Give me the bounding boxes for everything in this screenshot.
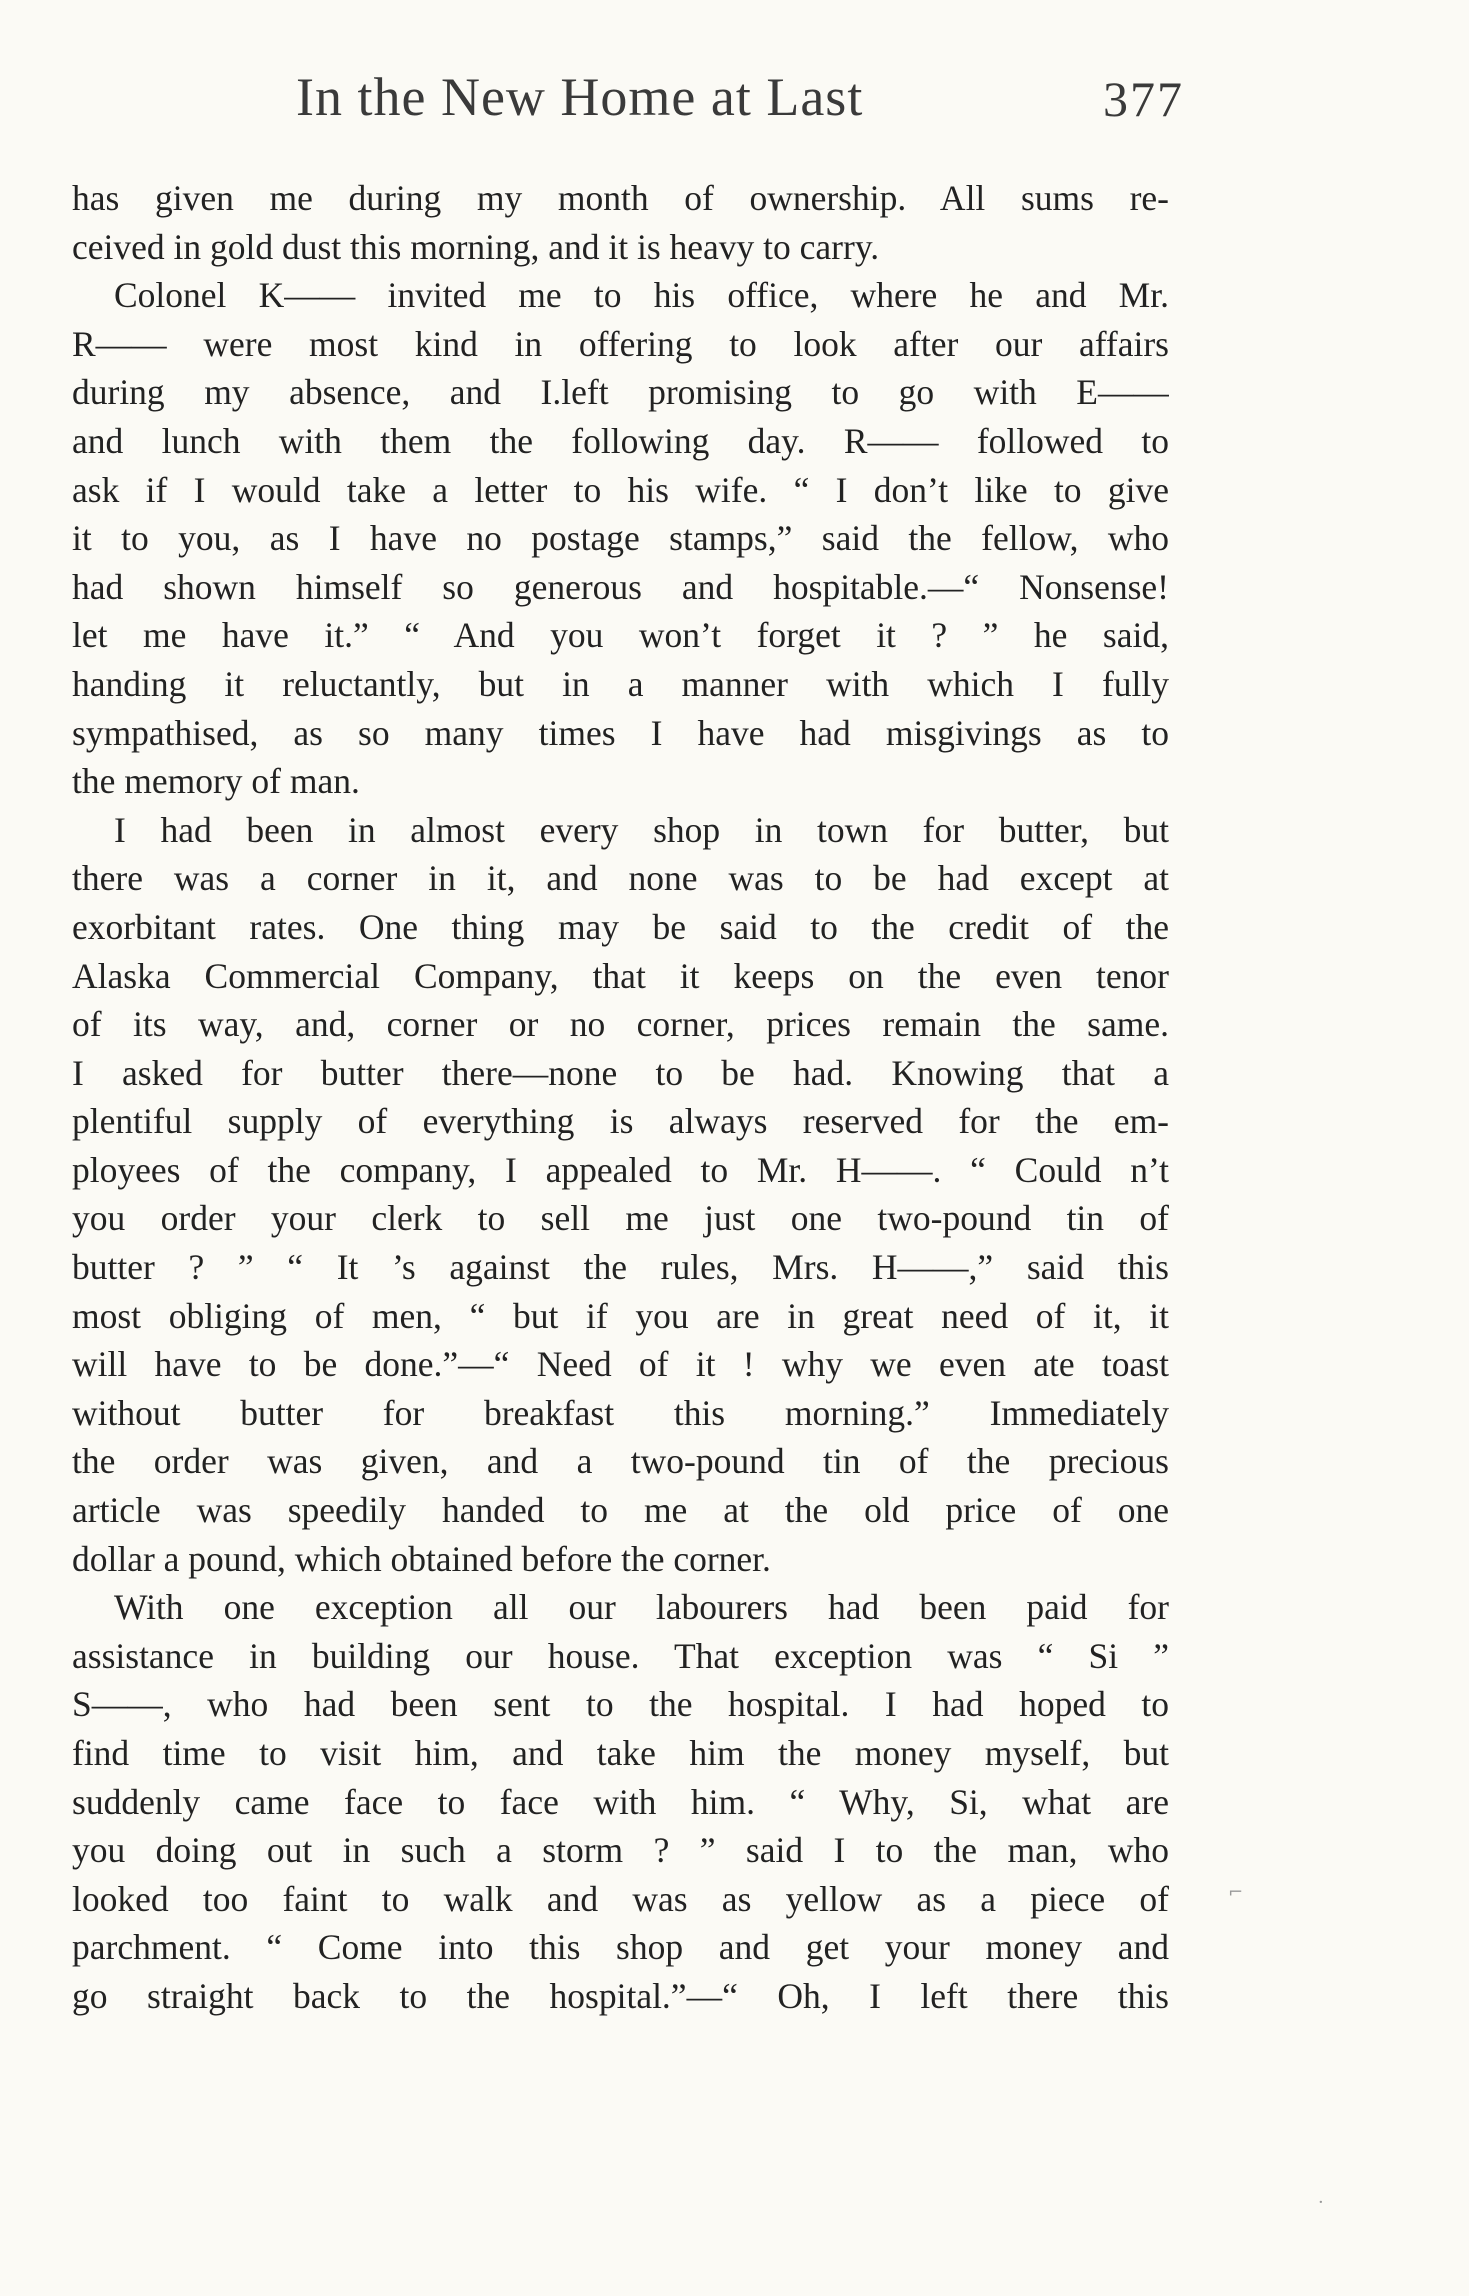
- text-line: ployees of the company, I appealed to Mr. H——. “ Could n’t: [72, 1149, 1169, 1190]
- running-head: [296, 66, 1184, 136]
- text-line: Alaska Commercial Company, that it keeps on the even tenor: [72, 955, 1169, 996]
- text-line: I asked for butter there—none to be had. Knowing that a: [72, 1052, 1169, 1093]
- text-line: and lunch with them the following day. R—— followed to: [72, 420, 1169, 461]
- text-line: without butter for breakfast this morning.” Immediately: [72, 1392, 1169, 1433]
- text-line: suddenly came face to face with him. “ Why, Si, what are: [72, 1781, 1169, 1822]
- text-line: will have to be done.”—“ Need of it ! why we even ate toast: [72, 1344, 1169, 1385]
- text-line: find time to visit him, and take him the money myself, but: [72, 1733, 1169, 1773]
- text-line: ceived in gold dust this morning, and it is heavy to carry.: [72, 226, 880, 267]
- text-line: you doing out in such a storm ? ” said I to the man, who: [72, 1830, 1169, 1871]
- text-line: there was a corner in it, and none was to be had except at: [72, 858, 1169, 899]
- text-line: dollar a pound, which obtained before the corner.: [72, 1538, 771, 1579]
- text-line: plentiful supply of everything is always reserved for the em-: [72, 1101, 1169, 1142]
- text-line: I had been in almost every shop in town for butter, but: [114, 809, 1169, 850]
- text-line: butter ? ” “ It ’s against the rules, Mrs. H——,” said this: [72, 1247, 1169, 1288]
- running-title: In the New Home at Last: [296, 67, 864, 127]
- text-line: had shown himself so generous and hospitable.—“ Nonsense!: [72, 566, 1169, 607]
- text-line: sympathised, as so many times I have had misgivings as to: [72, 712, 1169, 753]
- text-line: S——, who had been sent to the hospital. I had hoped to: [72, 1684, 1169, 1725]
- text-line: R—— were most kind in offering to look after our affairs: [72, 323, 1169, 364]
- text-line: during my absence, and I.left promising to go with E——: [72, 372, 1169, 413]
- text-line: exorbitant rates. One thing may be said to the credit of the: [72, 906, 1169, 947]
- text-line: looked too faint to walk and was as yellow as a piece of: [72, 1878, 1169, 1919]
- text-line: let me have it.” “ And you won’t forget it ? ” he said,: [72, 615, 1169, 656]
- margin-speck: ⌐: [1228, 1882, 1244, 1903]
- margin-speck: ·: [1318, 2192, 1324, 2213]
- text-line: it to you, as I have no postage stamps,” said the fellow, who: [72, 518, 1169, 559]
- text-line: assistance in building our house. That exception was “ Si ”: [72, 1635, 1169, 1676]
- page-number: 377: [1103, 71, 1184, 127]
- text-line: the order was given, and a two-pound tin of the precious: [72, 1441, 1169, 1482]
- text-line: go straight back to the hospital.”—“ Oh, I left there this: [72, 1975, 1169, 2016]
- text-line: ask if I would take a letter to his wife. “ I don’t like to give: [72, 469, 1169, 510]
- text-line: handing it reluctantly, but in a manner with which I fully: [72, 663, 1169, 704]
- body-text: [72, 174, 1169, 2021]
- text-line: has given me during my month of ownership. All sums re-: [72, 178, 1169, 218]
- text-line: parchment. “ Come into this shop and get your money and: [72, 1927, 1169, 1968]
- text-line: you order your clerk to sell me just one two-pound tin of: [72, 1198, 1169, 1239]
- text-line: With one exception all our labourers had been paid for: [114, 1587, 1169, 1628]
- text-line: article was speedily handed to me at the old price of one: [72, 1490, 1169, 1531]
- text-line: the memory of man.: [72, 761, 360, 802]
- text-line: Colonel K—— invited me to his office, where he and Mr.: [114, 275, 1169, 316]
- text-line: of its way, and, corner or no corner, prices remain the same.: [72, 1004, 1169, 1045]
- text-line: most obliging of men, “ but if you are in great need of it, it: [72, 1295, 1169, 1336]
